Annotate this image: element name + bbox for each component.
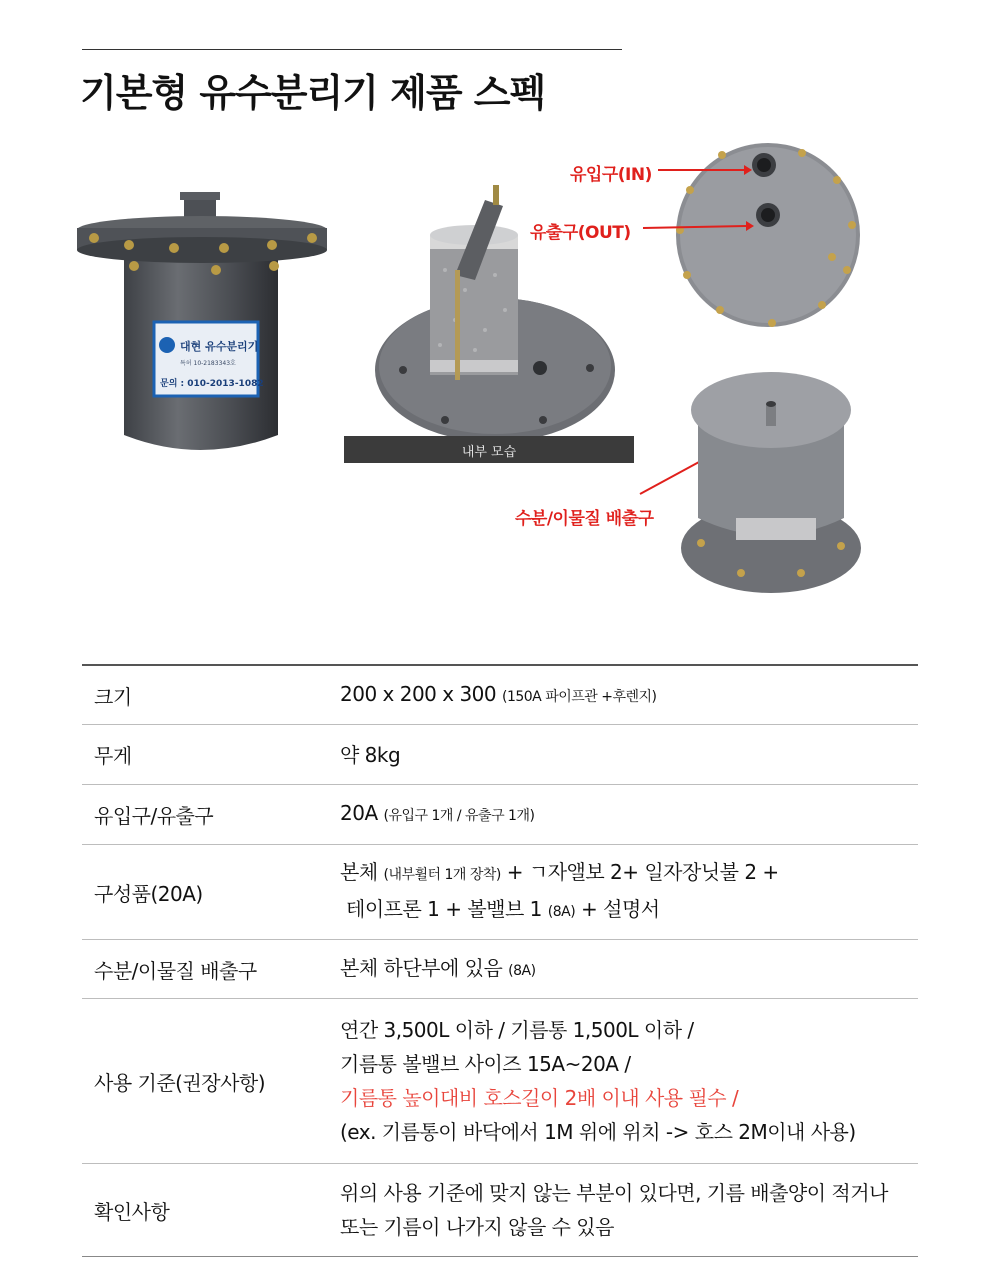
- spec-row-check: [82, 1164, 918, 1257]
- callout-outlet: 유출구(OUT): [530, 223, 631, 243]
- spec-label: 수분/이물질 배출구: [94, 958, 257, 983]
- usage-line-4: (ex. 기름통이 바닥에서 1M 위에 위치 -> 호스 2M이내 사용): [340, 1120, 856, 1144]
- spec-value: [340, 940, 918, 998]
- spec-row-size: [82, 664, 918, 725]
- spec-row-parts: [82, 845, 918, 940]
- parts-line2-a: 테이프론 1 + 볼밸브 1: [346, 897, 542, 921]
- usage-line-1: 연간 3,500L 이하 / 기름통 1,500L 이하 /: [340, 1018, 694, 1042]
- spec-row-weight: [82, 725, 918, 785]
- spec-value: [340, 845, 918, 939]
- drain-note: (8A): [508, 962, 536, 979]
- spec-row-ports: [82, 785, 918, 845]
- label-brand: 대현 유수분리기: [180, 340, 259, 353]
- drain-photo: [676, 368, 866, 598]
- spec-value: [340, 666, 918, 724]
- port-note: (유입구 1개 / 유출구 1개): [383, 808, 535, 824]
- spec-row-usage: [82, 999, 918, 1164]
- caption-inner: 내부 모습: [461, 445, 517, 460]
- drain-value: 본체 하단부에 있음: [340, 955, 503, 980]
- spec-label: 크기: [94, 684, 132, 709]
- spec-label: 구성품(20A): [94, 881, 203, 906]
- usage-line-2: 기름통 볼밸브 사이즈 15A~20A /: [340, 1052, 631, 1076]
- spec-value: [340, 785, 918, 844]
- parts-line1-note: (내부휠터 1개 장착): [383, 867, 501, 883]
- page-title: 기본형 유수분리기 제품 스펙: [80, 71, 546, 115]
- spec-label: 유입구/유출구: [94, 804, 214, 828]
- parts-line1-b: + ㄱ자앨보 2+ 일자장닛불 2 +: [506, 860, 779, 884]
- usage-line-3: 기름통 높이대비 호스길이 2배 이내 사용 필수 /: [340, 1086, 739, 1110]
- port-value: 20A: [340, 801, 378, 825]
- size-note: (150A 파이프관 +후렌지): [501, 688, 657, 705]
- parts-line2-b: + 설명서: [581, 897, 660, 921]
- spec-label: 무게: [94, 744, 132, 768]
- callout-drain: 수분/이물질 배출구: [515, 509, 654, 529]
- check-line-1: 위의 사용 기준에 맞지 않는 부분이 있다면, 기름 배출양이 적거나: [340, 1181, 888, 1205]
- spec-value: 약 8kg: [340, 742, 401, 767]
- check-line-2: 또는 기름이 나가지 않을 수 있음: [340, 1215, 614, 1239]
- parts-line1-a: 본체: [340, 860, 378, 884]
- spec-value: [340, 999, 918, 1163]
- spec-value: [340, 1164, 918, 1256]
- label-phone: 문의 : 010-2013-1082: [160, 379, 264, 389]
- label-patent: 특허 10-2183343호: [180, 360, 236, 367]
- spec-table: [82, 664, 918, 1257]
- size-value: 200 x 200 x 300: [340, 681, 497, 706]
- spec-row-drain: [82, 940, 918, 999]
- callout-inlet: 유입구(IN): [570, 165, 652, 185]
- spec-label: 사용 기준(권장사항): [94, 1070, 266, 1095]
- parts-line2-note: (8A): [547, 904, 576, 920]
- spec-label: 확인사항: [94, 1199, 170, 1224]
